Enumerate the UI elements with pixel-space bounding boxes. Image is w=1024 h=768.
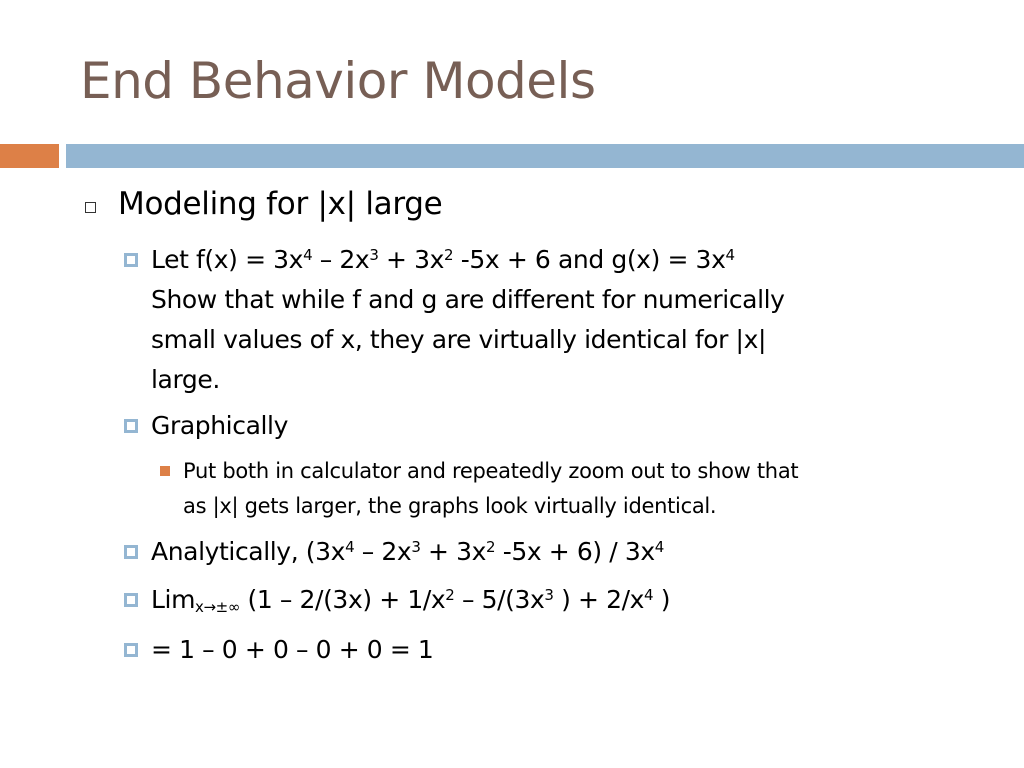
square-bullet-icon <box>124 643 138 657</box>
square-bullet-icon <box>124 545 138 559</box>
text-line: as |x| gets larger, the graphs look virtually identical. <box>183 494 717 518</box>
bullet-analytically: Analytically, ($3x^4 - 2x^3 + 3x^2$ $-5x + 6) / 3x^4$ <box>151 537 664 566</box>
bullet-limit: Lim$_{x\to\pm\infty}$ ($1 - 2/(3x) + 1/x^2 - 5/(3x^3$ ) + $2/x^4$ ) <box>151 585 671 616</box>
slide-title: End Behavior Models <box>80 52 596 110</box>
square-bullet-icon <box>124 253 138 267</box>
text-line: Put both in calculator and repeatedly zoom out to show that <box>183 459 799 483</box>
bullet-graphically: Graphically <box>151 411 288 440</box>
orange-square-bullet-icon <box>160 466 170 476</box>
square-bullet-icon <box>124 419 138 433</box>
text-line: large. <box>151 365 220 394</box>
text-line: small values of x, they are virtually identical for |x| <box>151 325 766 354</box>
bullet-let-definition: Let $f(x) = 3x^4 - 2x^3 + 3x^2$ -5x + 6 and $g(x) = 3x^4$ <box>151 245 735 274</box>
bullet-modeling: Modeling for |x| large <box>118 186 443 222</box>
text-line: Show that while f and g are different for numerically <box>151 285 785 314</box>
bullet-result: = 1 – 0 + 0 – 0 + 0 = 1 <box>151 635 434 664</box>
hollow-square-bullet-icon <box>85 202 96 213</box>
square-bullet-icon <box>124 593 138 607</box>
